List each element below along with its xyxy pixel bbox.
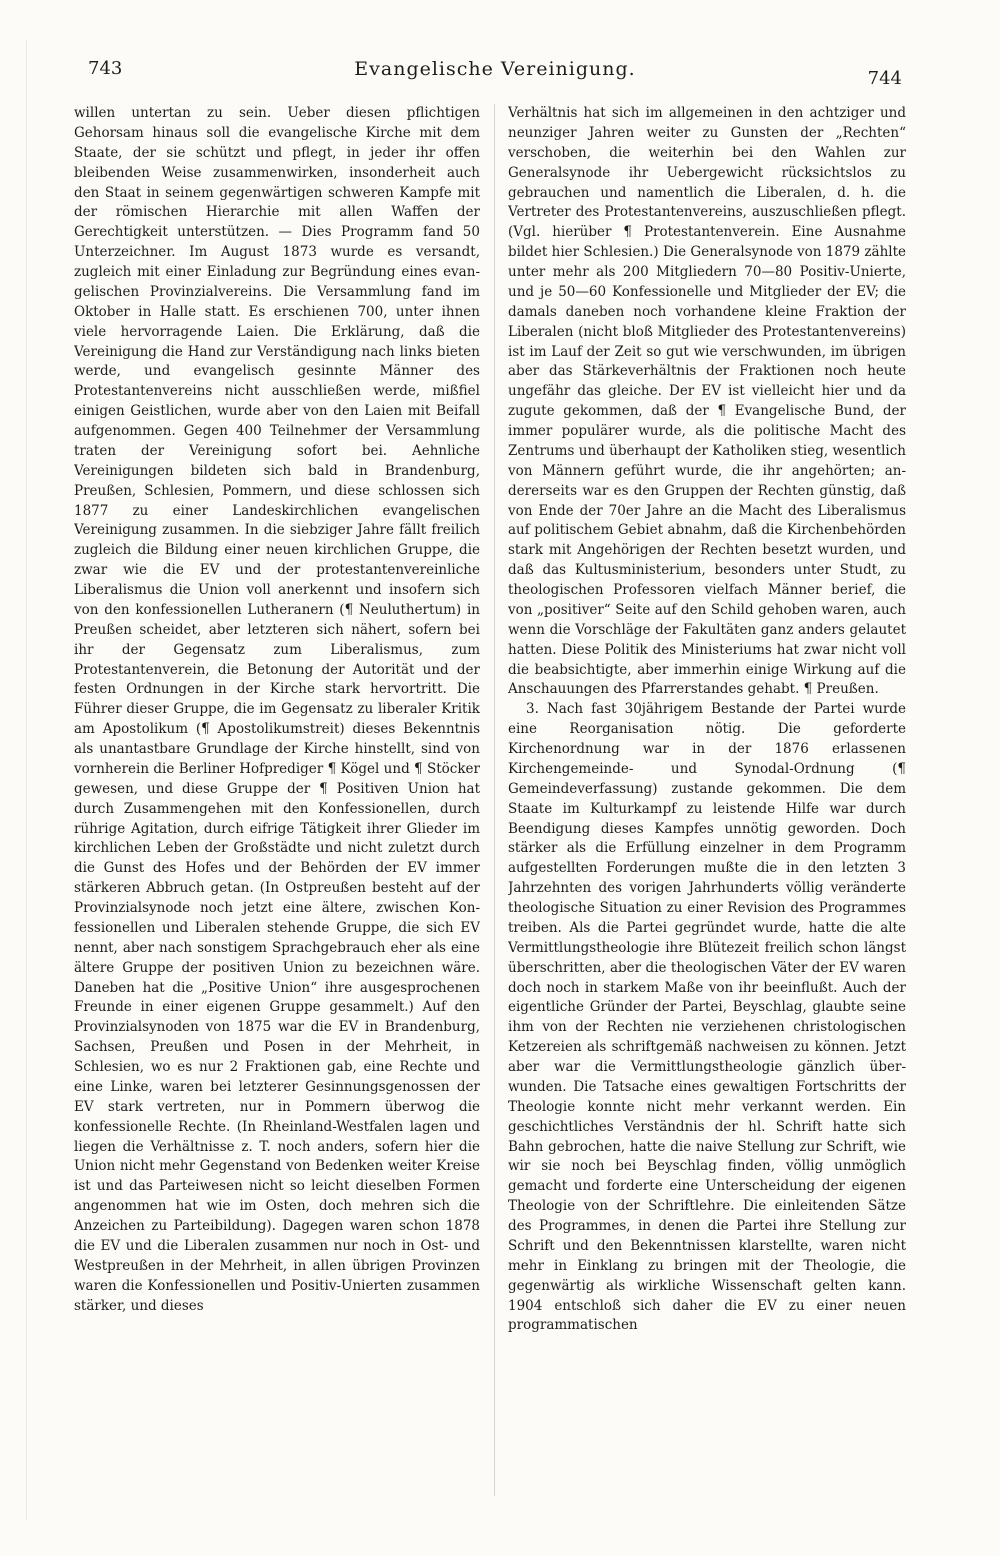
page-number-left: 743 [88, 58, 123, 79]
column-divider [494, 104, 495, 1496]
right-column-paragraph-1: Verhältnis hat sich im allgemeinen in den achtziger und neunziger Jahren weiter zu Gunsten der „Rechten“ verschoben, die weiterhin bei den Wahlen zur Generalsynode ihr Uebergewicht rücksichtslos zu gebrauchen und namentlich die Liberalen, d. h. die Vertreter des Protestantenvereins, auszuschließen pflegt. (Vgl. hierüber ¶ Protestantenverein. Eine Ausnahme bildet hier Schlesien.) Die Generalsynode von 1879 zählte unter mehr als 200 Mitgliedern 70—80 Positiv-Unierte, und je 50—60 Konfessionelle und Mitglieder der EV; die damals daneben noch vorhandene kleine Fraktion der Liberalen (nicht bloß Mitglieder des Protestantenvereins) ist im Lauf der Zeit so gut wie verschwunden, im übrigen aber das Stärkeverhältnis der Fraktionen noch heute ungefähr das gleiche. Der EV ist vielleicht hier und da zugute gekommen, daß der ¶ Evangelische Bund, der immer populärer wurde, als die politische Macht des Zentrums und überhaupt der Katholiken stieg, wesentlich von Männern geführt wurde, die ihr angehörten; andererseits war es den Gruppen der Rechten günstig, daß von Ende der 70er Jahre an die Macht des Liberalismus auf politischem Gebiet abnahm, daß die Kirchenbehörden stark mit Angehörigen der Rechten besetzt wurden, und daß das Kultusministerium, besonders unter Studt, zu theologischen Professoren vielfach Männer berief, die von „positiver“ Seite auf den Schild gehoben waren, auch wenn die Vorschläge der Fakultäten ganz anders gelautet hatten. Diese Politik des Ministeriums hat zwar nicht voll die beabsichtigte, aber immerhin einige Wirkung auf die Anschauungen des Pfarrerstandes gehabt. ¶ Preußen. [508, 105, 906, 698]
left-column [74, 104, 480, 1496]
running-title: Evangelische Vereinigung. [354, 58, 636, 80]
left-column-paragraph: willen untertan zu sein. Ueber diesen pflichtigen Gehorsam hinaus soll die evangelische Kirche mit dem Staate, der sie schützt und pflegt, in jeder ihr offen bleibenden Weise zusammenwirken, insonderheit auch den Staat in seinem gegenwärtigen schweren Kampfe mit der römischen Hierarchie mit allen Waffen der Gerechtigkeit unterstützen. — Dies Programm fand 50 Unterzeichner. Im August 1873 wurde es versandt, zugleich mit einer Einladung zur Begründung eines evangelischen Provinzialvereins. Die Versammlung fand im Oktober in Halle statt. Es erschienen 700, unter ihnen viele hervorragende Laien. Die Erklärung, daß die Vereinigung die Hand zur Verständigung nach links bieten werde, und evangelisch gesinnte Männer des Protestantenvereins nicht ausschließen werde, mißfiel einigen Geistlichen, wurde aber von den Laien mit Beifall aufgenommen. Gegen 400 Teilnehmer der Versammlung traten der Vereinigung sofort bei. Aehnliche Vereinigungen bildeten sich bald in Brandenburg, Preußen, Schlesien, Pommern, und diese schlossen sich 1877 zu einer Landeskirchlichen evangelischen Vereinigung zusammen. In die siebziger Jahre fällt freilich zugleich die Bildung einer neuen kirchlichen Gruppe, die zwar wie die EV und der protestantenvereinliche Liberalismus die Union voll anerkennt und insofern sich von den konfessionellen Lutheranern (¶ Neuluthertum) in Preußen scheidet, aber letzteren sich nähert, sofern bei ihr der Gegensatz zum Liberalismus, zum Protestantenverein, die Betonung der Autorität und der festen Ordnungen in der Kirche stark hervortritt. Die Führer dieser Gruppe, die im Gegensatz zu liberaler Kritik am Apostolikum (¶ Apostolikumstreit) dieses Bekenntnis als unantastbare Grundlage der Kirche hinstellt, sind von vornherein die Berliner Hofprediger ¶ Kögel und ¶ Stöcker gewesen, und diese Gruppe der ¶ Positiven Union hat durch Zusammengehen mit den Konfessionellen, durch rührige Agitation, durch eifrige Tätigkeit ihrer Glieder im kirchlichen Leben der Großstädte und nicht zuletzt durch die Gunst des Hofes und der Behörden der EV immer stärkeren Abbruch getan. (In Ostpreußen besteht auf der Provinzialsynode noch jetzt eine ältere, zwischen Konfessionellen und Liberalen stehende Gruppe, die sich EV nennt, aber nach sonstigem Sprachgebrauch eher als eine ältere Gruppe der positiven Union zu bezeichnen wäre. Daneben hat die „Positive Union“ ihre ausgesprochenen Freunde in einer eigenen Gruppe gesammelt.) Auf den Provinzialsynoden von 1875 war die EV in Brandenburg, Sachsen, Preußen und Posen in der Mehrheit, in Schlesien, wo es nur 2 Fraktionen gab, eine Rechte und eine Linke, waren bei letzterer Gesinnungsgenossen der EV stark vertreten, nur in Pommern überwog die konfessionelle Rechte. (In Rheinland-Westfalen lagen und liegen die Verhältnisse z. T. noch anders, sofern hier die Union nicht mehr Gegenstand von Bedenken weiter Kreise ist und das Parteiwesen nicht so leicht dieselben Formen angenommen hat wie im Osten, doch mehren sich die Anzeichen zu Parteibildung). Dagegen waren schon 1878 die EV und die Liberalen zusammen nur noch in Ost- und Westpreußen in der Mehrheit, in allen übrigen Provinzen waren die Konfessionellen und Positiv-Unierten zusammen stärker, und dieses [74, 105, 480, 1314]
page-header [88, 56, 902, 90]
page-number-right: 744 [867, 68, 902, 89]
right-column-paragraph-2: 3. Nach fast 30jährigem Bestande der Partei wurde eine Reorganisation nötig. Die geforderte Kirchenordnung war in der 1876 erlassenen Kirchengemeinde- und Synodal-Ordnung (¶ Gemeindeverfassung) zustande gekommen. Die dem Staate im Kulturkampf zu leistende Hilfe war durch Beendigung dieses Kampfes unnötig geworden. Doch stärker als die Erfüllung einzelner in dem Programm aufgestellten Forderungen mußte die in den letzten 3 Jahrzehnten des vorigen Jahrhunderts völlig veränderte theologische Situation zu einer Revision des Programmes treiben. Als die Partei gegründet wurde, hatte die alte Vermittlungstheologie ihre Blütezeit freilich schon längst überschritten, aber die theologischen Väter der EV waren doch noch in starkem Maße von ihr beeinflußt. Auch der eigentliche Gründer der Partei, Beyschlag, glaubte seine ihm von der Rechten nie verziehenen christologischen Ketzereien als schriftgemäß nachweisen zu können. Jetzt aber war die Vermittlungstheologie gänzlich überwunden. Die Tatsache eines gewaltigen Fortschritts der Theologie konnte nicht mehr verkannt werden. Ein geschichtliches Verständnis der hl. Schrift hatte sich Bahn gebrochen, hatte die naive Stellung zur Schrift, wie wir sie noch bei Beyschlag finden, völlig unmöglich gemacht und forderte eine Unterscheidung der eigenen Theologie von der Schriftlehre. Die einleitenden Sätze des Programmes, in denen die Partei ihre Stellung zur Schrift und den Bekenntnissen klarstellte, waren nicht mehr in Einklang zu bringen mit der Theologie, die gegenwärtig als wirkliche Wissenschaft gelten kann. 1904 entschloß sich daher die EV zu einer neuen programmatischen [508, 701, 906, 1334]
page-edge-shadow [26, 40, 27, 1520]
right-column [508, 104, 906, 1496]
